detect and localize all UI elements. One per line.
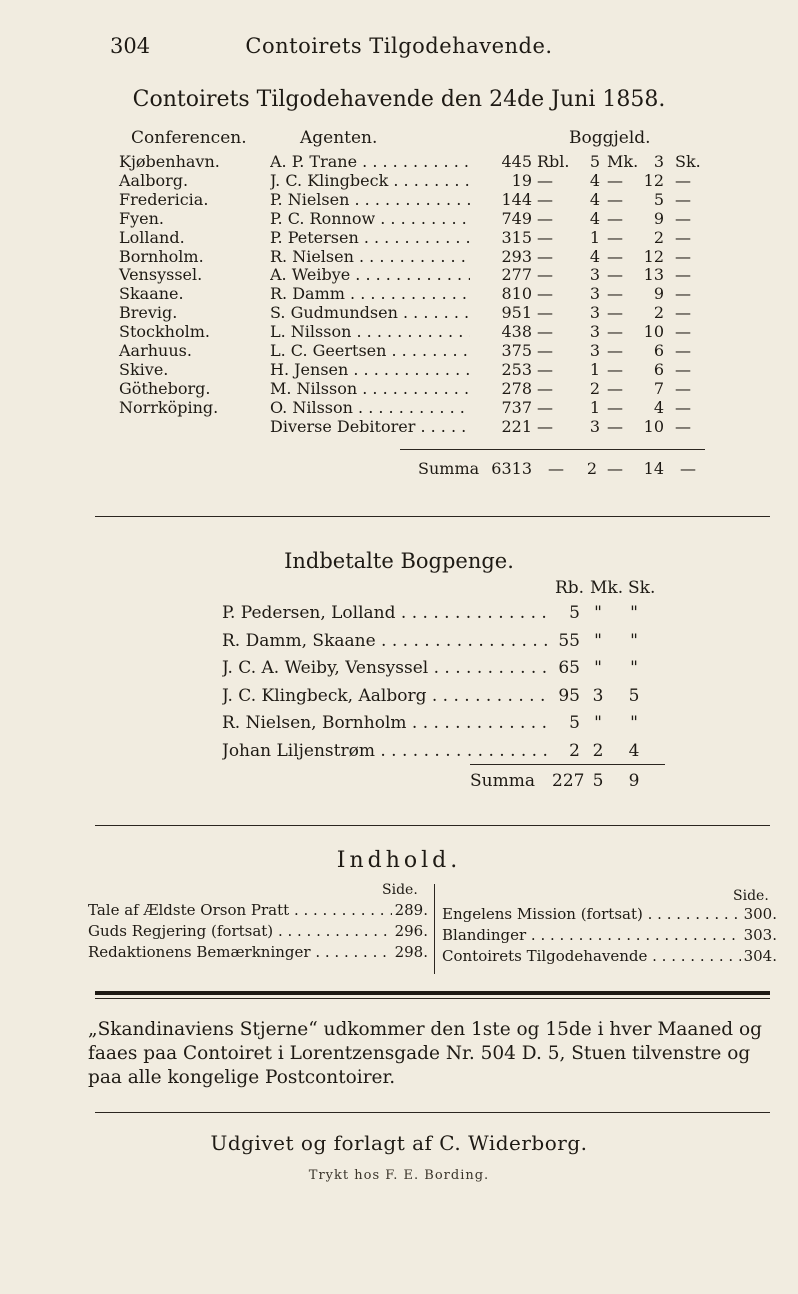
rbd-value: 2 xyxy=(589,378,600,398)
rbd-label: — xyxy=(537,246,553,266)
agent-name: P. Nielsen . . . xyxy=(270,190,470,209)
total-amount: 6313 xyxy=(491,459,532,478)
mk-label: — xyxy=(607,378,623,398)
paid-sk: " xyxy=(630,630,638,651)
sk-label: — xyxy=(675,303,691,323)
thin-rule xyxy=(95,998,770,999)
paid-rbd: 2 xyxy=(548,741,580,761)
mk-label: — xyxy=(607,397,623,417)
total-mk: 14 xyxy=(643,459,664,478)
rbd-value: 3 xyxy=(589,284,600,304)
header-amount: Boggjeld. xyxy=(569,128,651,148)
paid-sk: " xyxy=(630,713,638,733)
rbd-label: — xyxy=(537,416,553,436)
index-entry xyxy=(442,926,777,948)
agent-name: Diverse Debitorer . . . xyxy=(270,417,470,436)
mk-label: — xyxy=(607,208,623,228)
divider-rule-2 xyxy=(95,825,770,826)
rbd-value: 5 xyxy=(589,152,600,171)
mk-label: — xyxy=(607,416,623,436)
mk-value: 5 xyxy=(653,189,664,209)
index-entry-title: Blandinger . . . xyxy=(442,926,777,944)
paid-mk: 2 xyxy=(592,740,604,761)
conference-name: Bornholm. xyxy=(119,246,204,266)
index-entry xyxy=(88,901,428,923)
amount-value: 438 xyxy=(470,322,532,341)
conference-name: Stockholm. xyxy=(119,322,210,342)
paid-mk: " xyxy=(594,713,602,733)
agent-name: R. Nielsen . . . xyxy=(270,247,470,266)
mk-value: 9 xyxy=(653,208,664,228)
index-page-label-left: Side. xyxy=(382,882,418,898)
rbd-label: — xyxy=(537,322,553,342)
index-entry-title: Contoirets Tilgodehavende . . . xyxy=(442,947,777,965)
total-dash-3: — xyxy=(680,459,696,478)
rbd-value: 3 xyxy=(589,265,600,285)
total-rbd: 2 xyxy=(586,459,597,478)
rbd-value: 1 xyxy=(589,359,600,379)
conference-name: Aarhuus. xyxy=(119,341,192,360)
conference-name: Fredericia. xyxy=(119,189,209,209)
amount-value: 293 xyxy=(470,247,532,266)
index-title: Indhold. xyxy=(336,848,462,873)
paid-header-sk: Sk. xyxy=(628,578,656,598)
rbd-label: — xyxy=(537,189,553,209)
thick-rule xyxy=(95,991,770,995)
paid-row xyxy=(0,631,798,657)
amount-value: 810 xyxy=(470,284,532,303)
agent-name: P. Petersen . . . xyxy=(270,228,470,247)
mk-value: 12 xyxy=(643,170,664,190)
mk-value: 2 xyxy=(653,303,664,323)
paid-row xyxy=(0,741,798,767)
sk-label: — xyxy=(675,170,691,190)
mk-label: — xyxy=(607,189,623,209)
mk-label: — xyxy=(607,284,623,304)
agent-name: S. Gudmundsen . . . xyxy=(270,303,470,322)
rbd-label: — xyxy=(537,303,553,323)
index-entry-page: 304. xyxy=(741,947,777,965)
rbd-value: 3 xyxy=(589,303,600,323)
agent-name: R. Damm . . . xyxy=(270,284,470,303)
agent-name: M. Nilsson . . . xyxy=(270,379,470,398)
index-page-label-right: Side. xyxy=(733,888,769,904)
mk-value: 12 xyxy=(643,246,664,266)
paid-mk: " xyxy=(594,603,602,623)
mk-label: — xyxy=(607,322,623,342)
sk-label: — xyxy=(675,227,691,247)
mk-value: 9 xyxy=(653,284,664,304)
paid-rbd: 65 xyxy=(548,658,580,678)
conference-name: Brevig. xyxy=(119,303,178,323)
rbd-label: — xyxy=(537,284,553,304)
mk-label: Mk. xyxy=(607,152,639,171)
sk-label: — xyxy=(675,189,691,209)
paid-header-mk: Mk. xyxy=(590,578,624,598)
amount-value: 445 xyxy=(470,152,532,171)
rbd-value: 1 xyxy=(589,397,600,417)
paid-sk: 4 xyxy=(628,740,640,761)
rbd-value: 4 xyxy=(589,208,600,228)
conference-name: Skive. xyxy=(119,359,169,379)
payer-name: P. Pedersen, Lolland . . . xyxy=(222,603,562,623)
index-entry-page: 303. xyxy=(741,926,777,944)
sk-label: — xyxy=(675,322,691,342)
total-dash-2: — xyxy=(607,459,623,478)
debt-row xyxy=(0,417,798,440)
paid-rbd: 95 xyxy=(548,686,580,706)
amount-value: 19 xyxy=(470,171,532,190)
paid-row xyxy=(0,603,798,629)
paid-rbd: 55 xyxy=(548,631,580,651)
paid-total-label: Summa xyxy=(470,771,535,791)
amount-value: 278 xyxy=(470,379,532,398)
sk-label: — xyxy=(675,284,691,304)
paid-mk: 3 xyxy=(592,685,604,706)
sk-label: — xyxy=(675,246,691,266)
sk-label: — xyxy=(675,378,691,398)
amount-value: 749 xyxy=(470,209,532,228)
sk-label: — xyxy=(675,397,691,417)
paid-title: Indbetalte Bogpenge. xyxy=(284,549,514,573)
agent-name: L. Nilsson . . . xyxy=(270,322,470,341)
paid-total-row xyxy=(0,771,798,797)
rbd-label: Rbl. xyxy=(537,152,570,171)
rbd-value: 4 xyxy=(589,170,600,190)
agent-name: A. P. Trane . . . xyxy=(270,152,470,171)
index-entry xyxy=(442,947,777,969)
header-conference: Conferencen. xyxy=(131,128,247,148)
mk-value: 6 xyxy=(653,341,664,360)
page-number: 304 xyxy=(110,34,151,58)
payer-name: R. Damm, Skaane . . . xyxy=(222,631,562,651)
sk-label: — xyxy=(675,208,691,228)
rbd-value: 3 xyxy=(589,322,600,342)
notice-paragraph: „Skandinaviens Stjerne“ udkommer den 1ste og 15de i hver Maaned og faaes paa Contoiret i Lorentzensgade Nr. 504 D. 5, Stuen tilvenstre og paa alle kongelige Postcontoirer. xyxy=(88,1019,763,1088)
conference-name: Lolland. xyxy=(119,227,185,247)
rbd-value: 1 xyxy=(589,227,600,247)
index-entry-page: 296. xyxy=(392,922,428,940)
paid-total-sk: 9 xyxy=(628,771,640,791)
rbd-value: 4 xyxy=(589,246,600,266)
mk-label: — xyxy=(607,246,623,266)
amount-value: 737 xyxy=(470,398,532,417)
conference-name: Skaane. xyxy=(119,284,184,304)
conference-name: Aalborg. xyxy=(119,170,189,190)
amount-value: 253 xyxy=(470,360,532,379)
amount-value: 277 xyxy=(470,265,532,284)
mk-label: — xyxy=(607,359,623,379)
mk-label: — xyxy=(607,227,623,247)
amount-value: 951 xyxy=(470,303,532,322)
rbd-label: — xyxy=(537,227,553,247)
rbd-label: — xyxy=(537,359,553,379)
sk-label: — xyxy=(675,265,691,285)
divider-rule xyxy=(95,516,770,517)
paid-total-rbd: 227 xyxy=(552,771,585,791)
mk-label: — xyxy=(607,303,623,323)
mk-label: — xyxy=(607,265,623,285)
paid-row xyxy=(0,686,798,712)
agent-name: A. Weibye . . . xyxy=(270,265,470,284)
index-entry-page: 300. xyxy=(741,905,777,923)
payer-name: Johan Liljenstrøm . . . xyxy=(222,741,562,761)
running-head: Contoirets Tilgodehavende. xyxy=(245,34,553,58)
paid-sk: 5 xyxy=(628,685,640,706)
mk-value: 3 xyxy=(653,152,664,171)
mk-value: 10 xyxy=(643,322,664,342)
amount-value: 144 xyxy=(470,190,532,209)
paid-row xyxy=(0,658,798,684)
conference-name: Norrköping. xyxy=(119,397,219,417)
mk-value: 6 xyxy=(653,359,664,379)
rbd-label: — xyxy=(537,170,553,190)
mk-value: 10 xyxy=(643,416,664,436)
paid-total-mk: 5 xyxy=(592,771,604,791)
sk-label: — xyxy=(675,416,691,436)
conference-name: Kjøbenhavn. xyxy=(119,152,220,171)
payer-name: J. C. A. Weiby, Vensyssel . . . xyxy=(222,658,562,678)
index-entry xyxy=(88,922,428,944)
paid-rbd: 5 xyxy=(548,713,580,733)
payer-name: R. Nielsen, Bornholm . . . xyxy=(222,713,562,733)
paid-header-rbd: Rb. xyxy=(555,578,585,598)
sk-label: Sk. xyxy=(675,152,701,171)
rbd-label: — xyxy=(537,341,553,360)
sum-rule xyxy=(400,449,705,450)
index-entry xyxy=(442,905,777,927)
paid-rbd: 5 xyxy=(548,603,580,623)
rbd-label: — xyxy=(537,265,553,285)
index-entry-page: 298. xyxy=(392,943,428,961)
index-column-divider xyxy=(434,884,435,974)
debts-total-row xyxy=(0,459,798,482)
sk-label: — xyxy=(675,359,691,379)
rbd-value: 4 xyxy=(589,189,600,209)
printer-line: Trykt hos F. E. Bording. xyxy=(308,1168,490,1183)
paid-row xyxy=(0,713,798,739)
agent-name: J. C. Klingbeck . . . xyxy=(270,171,470,190)
total-dash-1: — xyxy=(548,459,564,478)
mk-label: — xyxy=(607,170,623,190)
rbd-label: — xyxy=(537,208,553,228)
index-entry-title: Tale af Ældste Orson Pratt . . . xyxy=(88,901,428,919)
sk-label: — xyxy=(675,341,691,360)
paid-sk: " xyxy=(630,603,638,623)
header-agent: Agenten. xyxy=(300,128,378,148)
agent-name: L. C. Geertsen . . . xyxy=(270,341,470,360)
publisher-line: Udgivet og forlagt af C. Widerborg. xyxy=(210,1131,588,1155)
paid-header xyxy=(0,578,798,604)
mk-value: 2 xyxy=(653,227,664,247)
mk-label: — xyxy=(607,341,623,360)
mk-value: 13 xyxy=(643,265,664,285)
mk-value: 7 xyxy=(653,378,664,398)
paid-mk: " xyxy=(594,630,602,651)
amount-value: 221 xyxy=(470,417,532,436)
rbd-label: — xyxy=(537,378,553,398)
divider-rule-3 xyxy=(95,1112,770,1113)
index-entry-page: 289. xyxy=(392,901,428,919)
index-entry-title: Redaktionens Bemærkninger . . . xyxy=(88,943,428,961)
payer-name: J. C. Klingbeck, Aalborg . . . xyxy=(222,686,562,706)
paid-mk: " xyxy=(594,658,602,678)
index-entry-title: Engelens Mission (fortsat) . . . xyxy=(442,905,777,923)
conference-name: Vensyssel. xyxy=(119,265,203,285)
paid-sk: " xyxy=(630,658,638,678)
amount-value: 315 xyxy=(470,228,532,247)
rbd-value: 3 xyxy=(589,416,600,436)
agent-name: O. Nilsson . . . xyxy=(270,398,470,417)
total-label: Summa xyxy=(418,459,480,478)
conference-name: Fyen. xyxy=(119,208,164,228)
conference-name: Götheborg. xyxy=(119,378,211,398)
rbd-label: — xyxy=(537,397,553,417)
paid-sum-rule xyxy=(470,764,665,765)
table-title: Contoirets Tilgodehavende den 24de Juni 1858. xyxy=(132,87,666,112)
agent-name: H. Jensen . . . xyxy=(270,360,470,379)
amount-value: 375 xyxy=(470,341,532,360)
agent-name: P. C. Ronnow . . . xyxy=(270,209,470,228)
rbd-value: 3 xyxy=(589,341,600,360)
index-entry-title: Guds Regjering (fortsat) . . . xyxy=(88,922,428,940)
index-entry xyxy=(88,943,428,965)
mk-value: 4 xyxy=(653,397,664,417)
